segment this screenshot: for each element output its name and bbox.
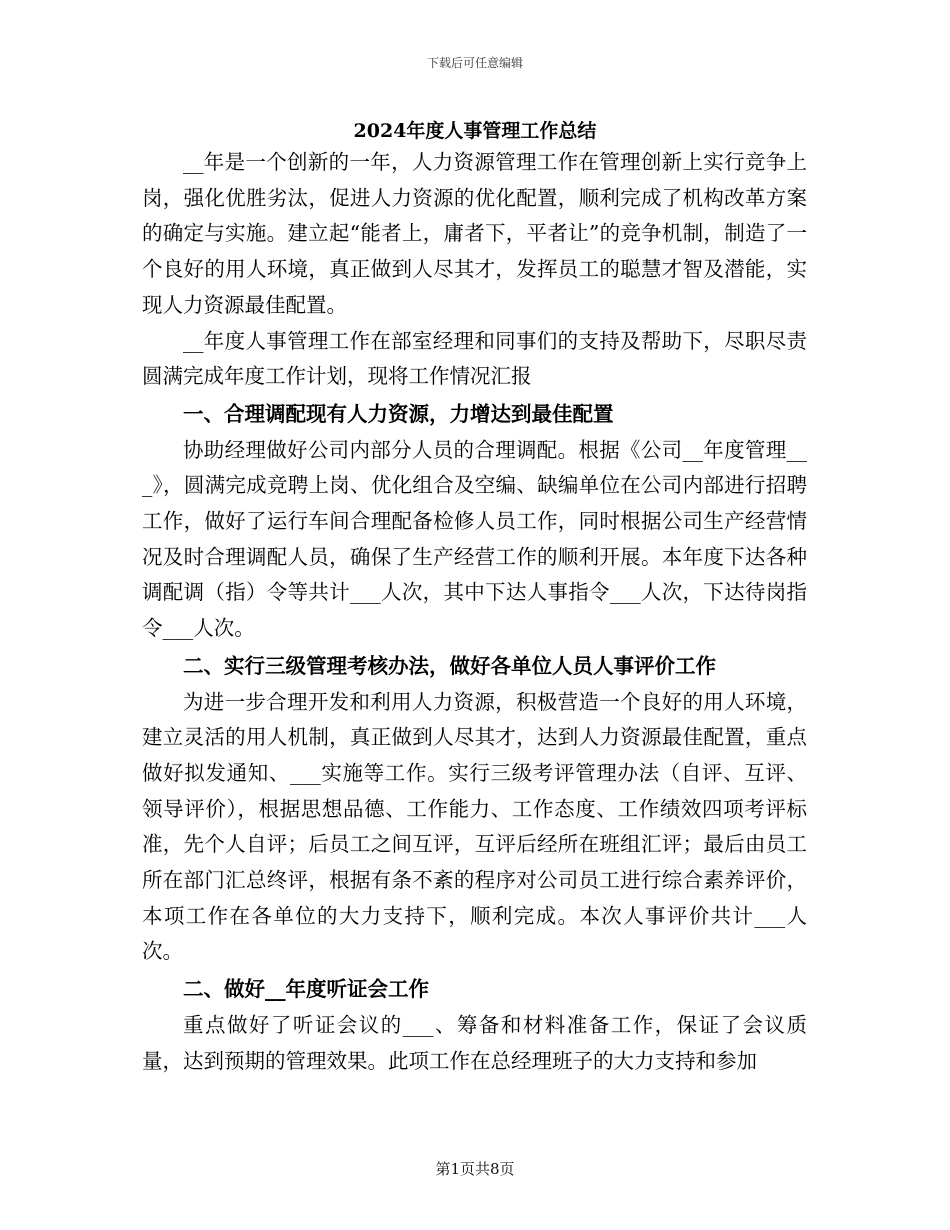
section-paragraph: 为进一步合理开发和利用人力资源，积极营造一个良好的用人环境，建立灵活的用人机制，真正做到人尽其才，达到人力资源最佳配置，重点做好拟发通知、___实施等工作。实行三级考评管理办法（自评、互评、领导评价），根据思想品德、工作能力、工作态度、工作绩效四项考评标准，先个人自评；后员工之间互评，互评后经所在班组汇评；最后由员工所在部门汇总终评，根据有条不紊的程序对公司员工进行综合素养评价，本项工作在各单位的大力支持下，顺利完成。本次人事评价共计___人次。: [142, 689, 807, 964]
intro-paragraph: __年是一个创新的一年，人力资源管理工作在管理创新上实行竞争上岗，强化优胜劣汰，促进人力资源的优化配置，顺利完成了机构改革方案的确定与实施。建立起“能者上，庸者下，平者让”的竞争机制，制造了一个良好的用人环境，真正做到人尽其才，发挥员工的聪慧才智及潜能，实现人力资源最佳配置。: [142, 150, 807, 317]
document-title: 2024年度人事管理工作总结: [353, 120, 597, 142]
section-paragraph: 重点做好了听证会议的___、筹备和材料准备工作，保证了会议质量，达到预期的管理效果。此项工作在总经理班子的大力支持和参加: [142, 1012, 807, 1073]
section-paragraph: 协助经理做好公司内部分人员的合理调配。根据《公司__年度管理___》，圆满完成竞聘上岗、优化组合及空编、缺编单位在公司内部进行招聘工作，做好了运行车间合理配备检修人员工作，同时根据公司生产经营情况及时合理调配人员，确保了生产经营工作的顺利开展。本年度下达各种调配调（指）令等共计___人次，其中下达人事指令___人次，下达待岗指令___人次。: [142, 437, 807, 641]
intro-paragraph: __年度人事管理工作在部室经理和同事们的支持及帮助下，尽职尽责圆满完成年度工作计划，现将工作情况汇报: [142, 328, 807, 389]
page-number: 第1页共8页: [435, 1160, 515, 1178]
document-body: [142, 145, 807, 1079]
section-heading: 二、实行三级管理考核办法，做好各单位人员人事评价工作: [183, 653, 716, 678]
page-header-note: 下载后可任意编辑: [426, 56, 523, 70]
section-heading: 一、合理调配现有人力资源，力增达到最佳配置: [183, 401, 614, 426]
section-heading: 二、做好__年度听证会工作: [183, 977, 429, 1002]
